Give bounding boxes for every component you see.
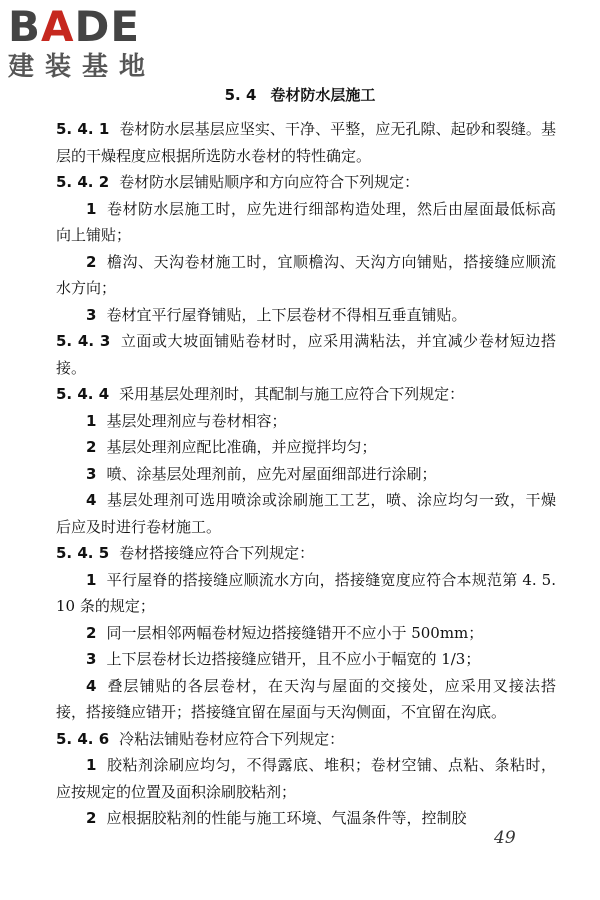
list-item: [56, 249, 556, 302]
clause-number: 5. 4. 6: [56, 729, 110, 748]
item-number: 2: [86, 623, 97, 642]
clause-5-4-2: [56, 169, 556, 196]
item-text: 檐沟、天沟卷材施工时，宜顺檐沟、天沟方向铺贴，搭接缝应顺流水方向；: [56, 252, 556, 297]
section-title: [0, 84, 600, 106]
clause-text: 采用基层处理剂时，其配制与施工应符合下列规定：: [119, 385, 465, 403]
list-item: [56, 646, 556, 673]
list-item: [56, 461, 556, 488]
list-item: [56, 487, 556, 540]
item-text: 应根据胶粘剂的性能与施工环境、气温条件等，控制胶: [106, 809, 467, 827]
list-item: [56, 196, 556, 249]
list-item: [56, 434, 556, 461]
clause-number: 5. 4. 3: [56, 332, 111, 350]
item-text: 叠层铺贴的各层卷材，在天沟与屋面的交接处，应采用叉接法搭接，搭接缝应错开；搭接缝宜留在屋面与天沟侧面，不宜留在沟底。: [56, 676, 556, 721]
item-number: 2: [86, 438, 97, 456]
item-number: 2: [86, 252, 97, 271]
logo-wordmark: BADE: [8, 2, 141, 51]
clause-text: 冷粘法铺贴卷材应符合下列规定：: [119, 729, 345, 748]
document-body: [56, 116, 556, 832]
publisher-logo: [8, 4, 178, 86]
item-number: 1: [86, 756, 97, 774]
item-text: 喷、涂基层处理剂前，应先对屋面细部进行涂刷；: [106, 464, 437, 483]
item-text: 胶粘剂涂刷应均匀，不得露底、堆积；卷材空铺、点粘、条粘时，应按规定的位置及面积涂刷胶粘剂；: [56, 756, 556, 801]
clause-text: 卷材防水层铺贴顺序和方向应符合下列规定：: [119, 173, 420, 191]
clause-number: 5. 4. 5: [56, 544, 110, 562]
item-number: 4: [86, 491, 97, 509]
list-item: [56, 408, 556, 435]
item-text: 同一层相邻两幅卷材短边搭接缝错开不应小于 500mm；: [106, 623, 484, 642]
section-number: 5. 4: [224, 86, 257, 104]
clause-number: 5. 4. 1: [56, 120, 110, 138]
item-number: 1: [86, 570, 97, 589]
clause-text: 卷材防水层基层应坚实、干净、平整，应无孔隙、起砂和裂缝。基层的干燥程度应根据所选防水卷材的特性确定。: [56, 120, 556, 165]
list-item: [56, 752, 556, 805]
item-number: 1: [86, 199, 97, 218]
clause-5-4-6: [56, 726, 556, 753]
list-item: [56, 805, 556, 832]
list-item: [56, 567, 556, 620]
item-number: 1: [86, 411, 97, 430]
list-item: [56, 673, 556, 726]
item-number: 4: [86, 676, 97, 695]
item-number: 3: [86, 464, 97, 483]
section-heading: 卷材防水层施工: [270, 86, 376, 104]
clause-5-4-4: [56, 381, 556, 408]
item-text: 基层处理剂应配比准确，并应搅拌均匀；: [106, 438, 377, 456]
logo-tagline: 建装基地: [8, 52, 157, 82]
item-number: 2: [86, 809, 97, 827]
item-number: 3: [86, 305, 97, 324]
item-number: 3: [86, 650, 97, 668]
item-text: 卷材防水层施工时，应先进行细部构造处理，然后由屋面最低标高向上铺贴；: [56, 199, 556, 244]
item-text: 基层处理剂可选用喷涂或涂刷施工工艺，喷、涂应均匀一致，干燥后应及时进行卷材施工。: [56, 491, 556, 536]
item-text: 平行屋脊的搭接缝应顺流水方向，搭接缝宽度应符合本规范第 4. 5. 10 条的规定；: [56, 570, 556, 615]
clause-number: 5. 4. 4: [56, 385, 110, 403]
clause-number: 5. 4. 2: [56, 173, 110, 191]
list-item: [56, 302, 556, 329]
item-text: 上下层卷材长边搭接缝应错开，且不应小于幅宽的 1/3；: [106, 650, 481, 668]
clause-5-4-5: [56, 540, 556, 567]
clause-5-4-3: [56, 328, 556, 381]
clause-text: 卷材搭接缝应符合下列规定：: [119, 544, 315, 562]
item-text: 卷材宜平行屋脊铺贴，上下层卷材不得相互垂直铺贴。: [106, 305, 467, 324]
item-text: 基层处理剂应与卷材相容；: [106, 411, 287, 430]
page-number: 49: [494, 828, 516, 848]
clause-5-4-1: [56, 116, 556, 169]
clause-text: 立面或大坡面铺贴卷材时，应采用满粘法，并宜减少卷材短边搭接。: [56, 332, 556, 377]
list-item: [56, 620, 556, 647]
